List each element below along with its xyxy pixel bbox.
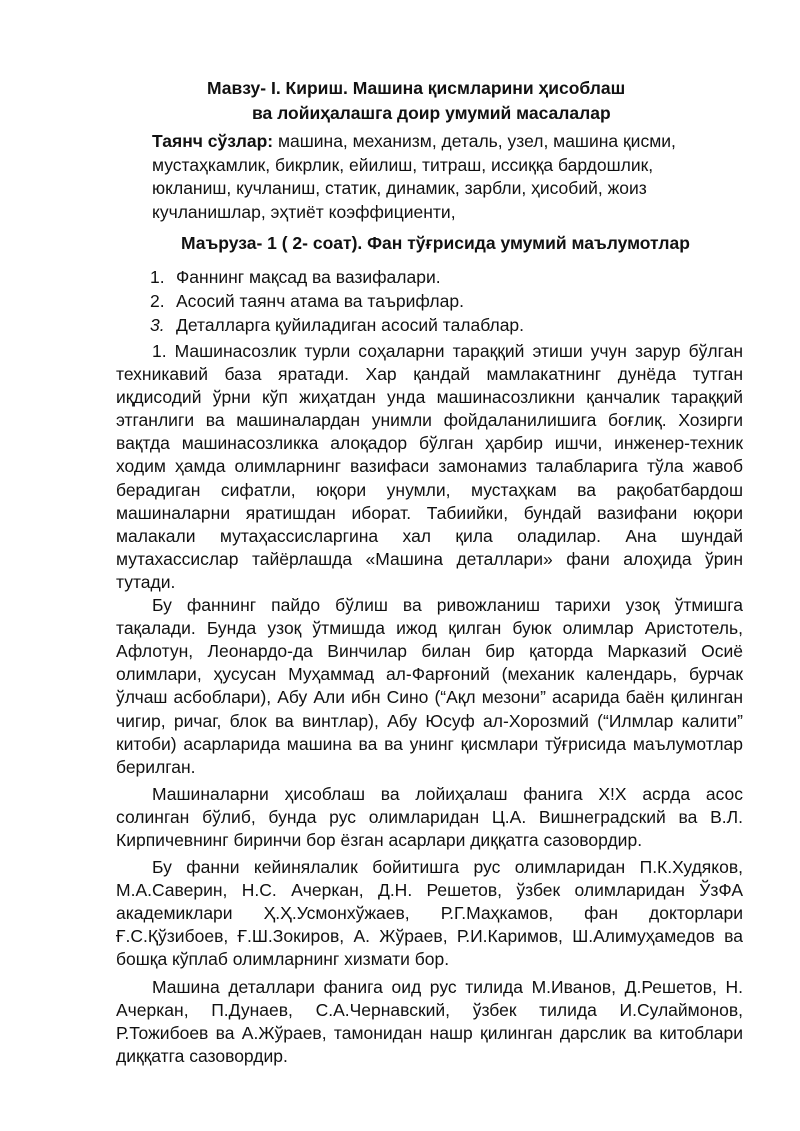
title-line-2: ва лойиҳалашга доир умумий масалалар xyxy=(252,103,611,123)
keywords-text: машина, механизм, деталь, узел, машина қисми, мустаҳкамлик, бикрлик, ейилиш, титраш, иссиққа бардошлик, юкланиш, кучланиш, статик, динамик, зарбли, ҳисобий, жоиз кучланишлар, эҳтиёт коэффициенти, xyxy=(152,131,676,222)
list-item-number: 3. xyxy=(150,315,165,335)
title-line-1: Мавзу- I. Кириш. Машина қисмларини ҳисоблаш xyxy=(207,78,626,98)
keywords-label: Таянч сўзлар: xyxy=(152,131,274,151)
list-item-number: 2. xyxy=(150,291,165,311)
list-item-text: Деталларга қуйиладиган асосий талаблар. xyxy=(176,315,525,335)
paragraph: Бу фанни кейинялалик бойитишга рус олимларидан П.К.Худяков, М.А.Саверин, Н.С. Ачеркан, Д.Н. Решетов, ўзбек олимларидан ЎзФА академиклари Ҳ.Ҳ.Усмонхўжаев, Р.Г.Маҳкамов, фан докторлари Ғ.С.Қўзибоев, Ғ.Ш.Зокиров, А. Жўраев, Р.И.Каримов, Ш.Алимуҳамедов ва бошқа кўплаб олимларнинг хизмати бор. xyxy=(116,857,743,970)
list-item-number: 1. xyxy=(150,267,165,287)
paragraph: Машина деталлари фанига оид рус тилида М.Иванов, Д.Решетов, Н. Ачеркан, П.Дунаев, С.А.Чернавский, ўзбек тилида И.Сулаймонов, Р.Тожибоев ва А.Жўраев, тамонидан нашр қилинган дарслик ва китоблари диққатга сазовордир. xyxy=(116,976,743,1066)
keywords-block xyxy=(152,130,732,224)
body-text xyxy=(116,340,743,1068)
list-item xyxy=(150,313,524,337)
document-title xyxy=(0,76,800,126)
lecture-heading: Маъруза- 1 ( 2- соат). Фан тўғрисида умумий маълумотлар xyxy=(181,233,690,253)
list-item-text: Асосий таянч атама ва таърифлар. xyxy=(176,291,464,311)
list-item xyxy=(150,265,524,289)
paragraph: 1. Машинасозлик турли соҳаларни тараққий этиши учун зарур бўлган техникавий база яратади. Хар қандай мамлакатнинг дунёда тутган иқдисодий ўрни кўп жиҳатдан унда машинасозликни қанчалик тараққий этганлиги ва машиналардан унимли фойдаланилишига боғлиқ. Хозирги вақтда машинасозликка алоқадор бўлган ҳарбир ишчи, инженер-техник ходим ҳамда олимларнинг вазифаси замонамиз талабларига тўла жавоб берадиган сифатли, юқори унумли, мустаҳкам ва рақобатбардош машиналарни яратишдан иборат. Табиийки, бундай вазифани юқори малакали мутаҳассисларгина хал қила оладилар. Ана шундай мутахассислар тайёрлашда «Машина деталлари» фани алоҳида ўрин тутади. xyxy=(116,341,743,592)
paragraph: Машиналарни ҳисоблаш ва лойиҳалаш фанига X!X асрда асос солинган бўлиб, бунда рус олимларидан Ц.А. Вишнеградский ва В.Л. Кирпичевнинг биринчи бор ёзган асарлари диққатга сазовордир. xyxy=(116,783,743,850)
list-item xyxy=(150,289,524,313)
paragraph: Бу фаннинг пайдо бўлиш ва ривожланиш тарихи узоқ ўтмишга тақалади. Бунда узоқ ўтмишда ижод қилган буюк олимлар Аристотель, Афлотун, Леонардо-да Винчилар билан бир қаторда Марказий Осиё олимлари, ҳусусан Муҳаммад ал-Фарғоний (механик календарь, бурчак ўлчаш асбоблари), Абу Али ибн Сино (“Ақл мезони” асарида баён қилинган чигир, ричаг, блок ва винтлар), Абу Юсуф ал-Хорозмий (“Илмлар калити” китоби) асарларида машина ва ва унинг қисмлари тўғрисида маълумотлар берилган. xyxy=(116,595,743,777)
topic-list xyxy=(150,265,524,337)
list-item-text: Фаннинг мақсад ва вазифалари. xyxy=(176,267,441,287)
